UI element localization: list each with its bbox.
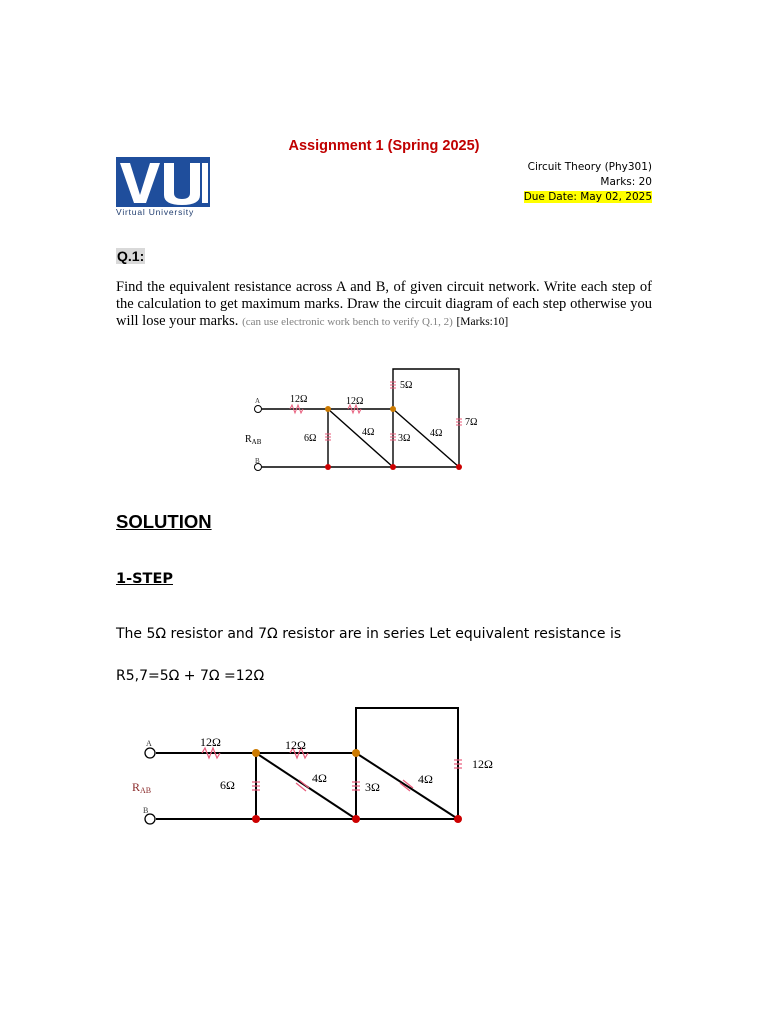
marks-total: Marks: 20 — [600, 176, 652, 188]
vu-logo — [116, 157, 212, 217]
resistor-label-4-a: 4Ω — [362, 427, 375, 438]
resistor2-label-12-a: 12Ω — [200, 735, 221, 749]
resistor2-label-12-c: 12Ω — [472, 757, 493, 771]
resistor-label-6: 6Ω — [304, 433, 317, 444]
resistor2-label-12-b: 12Ω — [285, 738, 306, 752]
solution-heading: SOLUTION — [116, 511, 212, 532]
node-a-label: A — [255, 397, 261, 405]
resistor2-label-3: 3Ω — [365, 780, 380, 794]
due-date: Due Date: May 02, 2025 — [523, 191, 652, 203]
question-hint: (can use electronic work bench to verify Q.1, 2) — [242, 316, 453, 328]
question-label: Q.1: — [117, 248, 145, 264]
assignment-title: Assignment 1 (Spring 2025) — [288, 138, 480, 154]
resistor2-label-4-a: 4Ω — [312, 771, 327, 785]
resistor-label-4-b: 4Ω — [430, 428, 443, 439]
resistor-label-3: 3Ω — [398, 433, 411, 444]
resistor2-label-6: 6Ω — [220, 778, 235, 792]
course-name: Circuit Theory (Phy301) — [527, 161, 652, 173]
question-text — [116, 279, 652, 331]
node-b-label-2: B — [143, 806, 149, 815]
circuit-diagram-step1 — [130, 703, 510, 831]
resistor2-label-4-b: 4Ω — [418, 772, 433, 786]
node-b-label: B — [255, 457, 260, 465]
resistor-label-12-a: 12Ω — [290, 394, 308, 405]
circuit-diagram-original — [240, 364, 480, 474]
rab-label: $R_{AB}$ — [245, 434, 262, 446]
resistor-label-7: 7Ω — [465, 417, 478, 428]
question-marks: [Marks:10] — [456, 316, 509, 328]
course-info — [524, 160, 652, 205]
logo-caption: Virtual University — [116, 207, 195, 217]
step-heading: 1-STEP — [116, 571, 173, 587]
node-a-label-2: A — [146, 739, 152, 748]
step-equation: R5,7=5Ω + 7Ω =12Ω — [116, 668, 265, 684]
resistor-label-12-b: 12Ω — [346, 396, 364, 407]
rab-label-2: RAB — [132, 780, 152, 795]
resistor-label-5: 5Ω — [400, 380, 413, 391]
step-explanation: The 5Ω resistor and 7Ω resistor are in series Let equivalent resistance is — [116, 626, 622, 642]
question-body: Find the equivalent resistance across A and B, of given circuit network. Write each step of the calculation to get maximum marks. Draw the circuit diagram of each step otherwise you will lose your marks. — [116, 279, 652, 329]
